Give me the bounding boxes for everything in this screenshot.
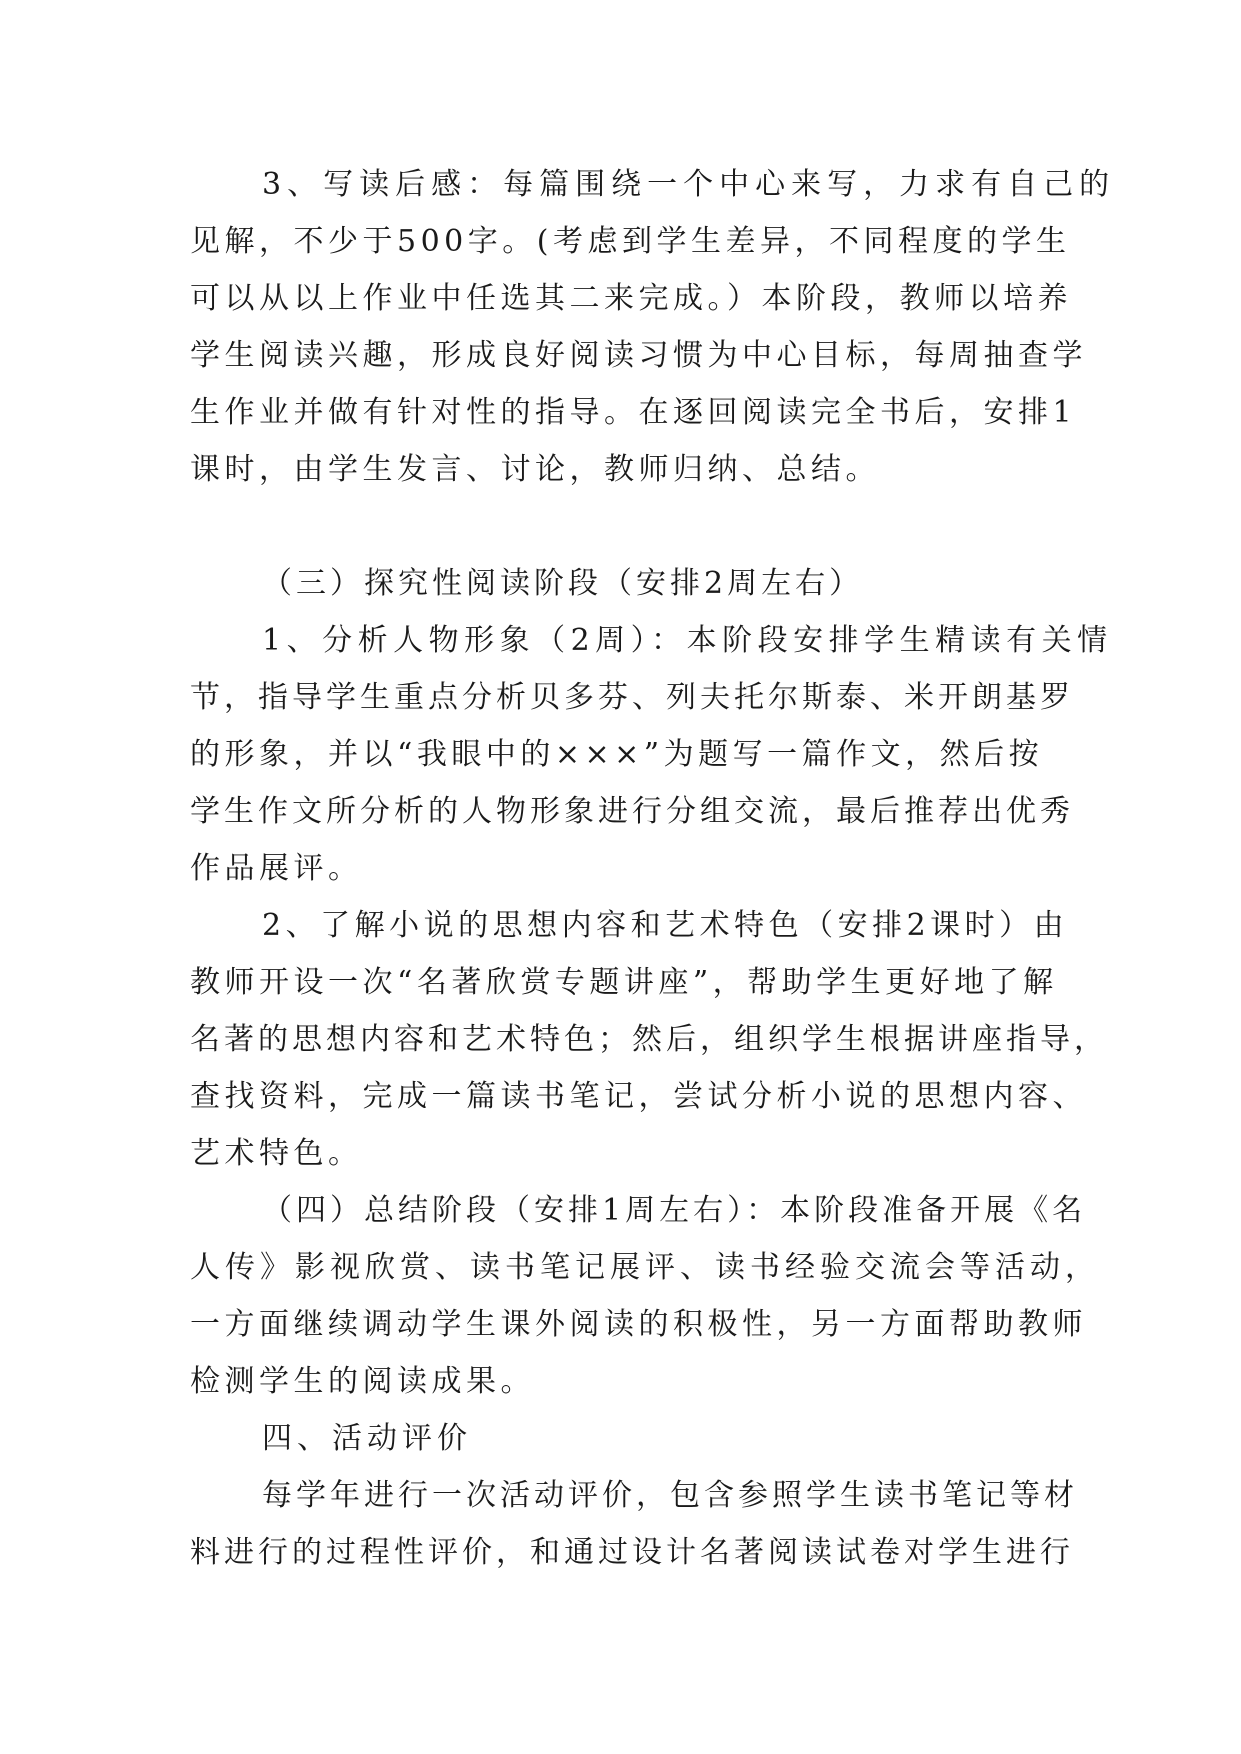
paragraph-line: 课时，由学生发言、讨论，教师归纳、总结。 xyxy=(190,452,880,487)
paragraph-line: 检测学生的阅读成果。 xyxy=(190,1364,535,1399)
paragraph-line: 学生阅读兴趣，形成良好阅读习惯为中心目标，每周抽查学 xyxy=(190,338,1087,373)
paragraph-line: 可以从以上作业中任选其二来完成。）本阶段，教师以培养 xyxy=(190,281,1072,316)
section-heading: 四、活动评价 xyxy=(262,1421,472,1456)
paragraph-line: 作品展评。 xyxy=(190,851,363,886)
paragraph-line: 见解，不少于500字。(考虑到学生差异，不同程度的学生 xyxy=(190,224,1071,259)
paragraph-line: 艺术特色。 xyxy=(190,1136,363,1171)
section-heading: （三）探究性阅读阶段（安排2周左右） xyxy=(262,566,864,601)
paragraph-line: 学生作文所分析的人物形象进行分组交流，最后推荐出优秀 xyxy=(190,794,1074,829)
paragraph-line: 节，指导学生重点分析贝多芬、列夫托尔斯泰、米开朗基罗 xyxy=(190,680,1074,715)
section-heading: （四）总结阶段（安排1周左右）：本阶段准备开展《名 xyxy=(262,1193,1087,1228)
paragraph-line: 生作业并做有针对性的指导。在逐回阅读完全书后，安排1 xyxy=(190,395,1077,430)
paragraph-line: 料进行的过程性评价，和通过设计名著阅读试卷对学生进行 xyxy=(190,1535,1074,1570)
paragraph-line: 每学年进行一次活动评价，包含参照学生读书笔记等材 xyxy=(262,1478,1078,1513)
paragraph-line: 的形象，并以“我眼中的×××”为题写一篇作文，然后按 xyxy=(190,737,1044,772)
paragraph-line: 人传》影视欣赏、读书笔记展评、读书经验交流会等活动， xyxy=(190,1250,1100,1285)
paragraph-line: 名著的思想内容和艺术特色；然后，组织学生根据讲座指导， xyxy=(190,1022,1108,1057)
paragraph-line: 2、了解小说的思想内容和艺术特色（安排2课时）由 xyxy=(262,908,1069,943)
paragraph-line: 查找资料，完成一篇读书笔记，尝试分析小说的思想内容、 xyxy=(190,1079,1087,1114)
paragraph-line: 一方面继续调动学生课外阅读的积极性，另一方面帮助教师 xyxy=(190,1307,1087,1342)
paragraph-line: 3、写读后感：每篇围绕一个中心来写，力求有自己的 xyxy=(262,167,1116,202)
paragraph-line: 教师开设一次“名著欣赏专题讲座”，帮助学生更好地了解 xyxy=(190,965,1058,1000)
paragraph-line: 1、分析人物形象（2周）：本阶段安排学生精读有关情 xyxy=(262,623,1113,658)
